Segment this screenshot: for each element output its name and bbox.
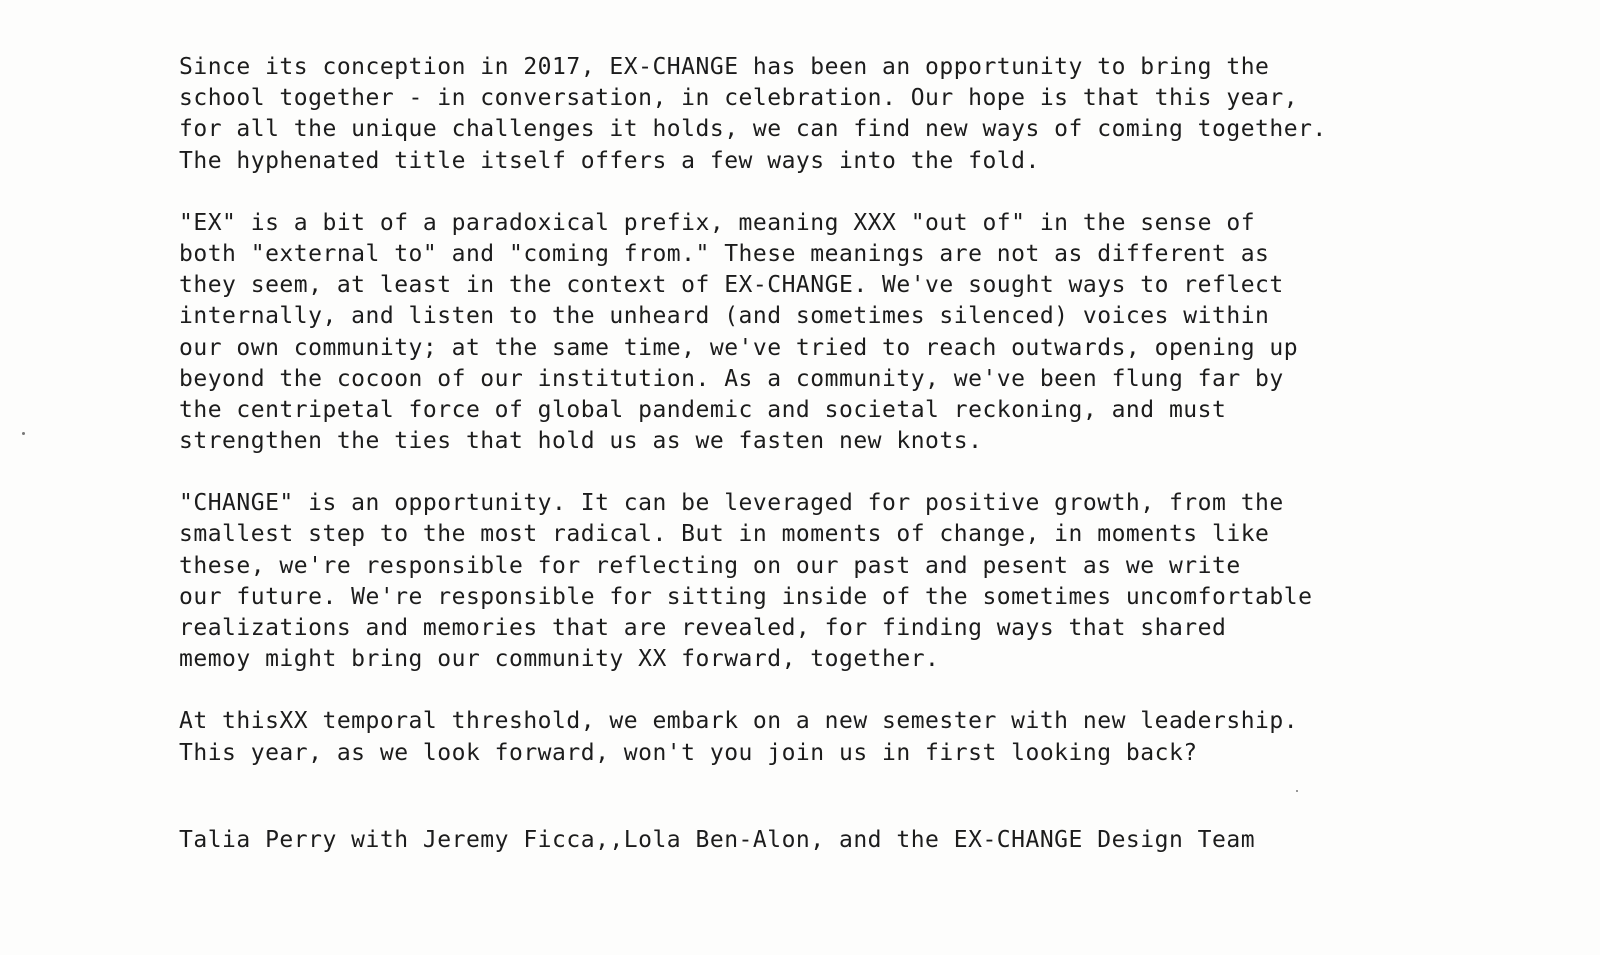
text-line: our future. We're responsible for sitting inside of the sometimes uncomfortable (179, 583, 1313, 610)
text-line: they seem, at least in the context of EX-CHANGE. We've sought ways to reflect (179, 272, 1284, 299)
text-line: smallest step to the most radical. But in moments of change, in moments like (179, 521, 1270, 548)
paragraph-intro (179, 52, 1579, 177)
text-line: internally, and listen to the unheard (and sometimes silenced) voices within (179, 303, 1270, 330)
paper-speck (22, 432, 25, 435)
text-line: realizations and memories that are revealed, for finding ways that shared (179, 615, 1227, 641)
text-line: our own community; at the same time, we've tried to reach outwards, opening up (179, 334, 1299, 361)
text-line: "CHANGE" is an opportunity. It can be leveraged for positive growth, from the (179, 490, 1284, 517)
body-text (179, 52, 1579, 800)
text-line: these, we're responsible for reflecting on our past and pesent as we write (179, 552, 1241, 579)
paper-speck (1296, 790, 1298, 792)
text-line: "EX" is a bit of a paradoxical prefix, meaning XXX "out of" in the sense of (179, 209, 1256, 236)
text-line: both "external to" and "coming from." These meanings are not as different as (179, 240, 1270, 267)
text-line: beyond the cocoon of our institution. As a community, we've been flung far by (179, 365, 1284, 392)
text-line: The hyphenated title itself offers a few ways into the fold. (179, 147, 1040, 174)
text-line: for all the unique challenges it holds, we can find new ways of coming together. (179, 116, 1327, 143)
text-line: memoy might bring our community XX forward, together. (179, 646, 940, 673)
paragraph-ex (179, 208, 1579, 458)
text-line: At thisXX temporal threshold, we embark on a new semester with new leadership. (179, 708, 1299, 735)
text-line: Since its conception in 2017, EX-CHANGE has been an opportunity to bring the (179, 54, 1270, 80)
text-line: strengthen the ties that hold us as we fasten new knots. (179, 428, 983, 455)
signature-line: Talia Perry with Jeremy Ficca,,Lola Ben-Alon, and the EX-CHANGE Design Team (179, 827, 1256, 853)
paragraph-change (179, 488, 1579, 675)
text-line: school together - in conversation, in celebration. Our hope is that this year, (179, 85, 1299, 112)
text-line: This year, as we look forward, won't you join us in first looking back? (179, 739, 1198, 766)
text-line: the centripetal force of global pandemic and societal reckoning, and must (179, 396, 1227, 423)
paragraph-threshold (179, 706, 1579, 768)
